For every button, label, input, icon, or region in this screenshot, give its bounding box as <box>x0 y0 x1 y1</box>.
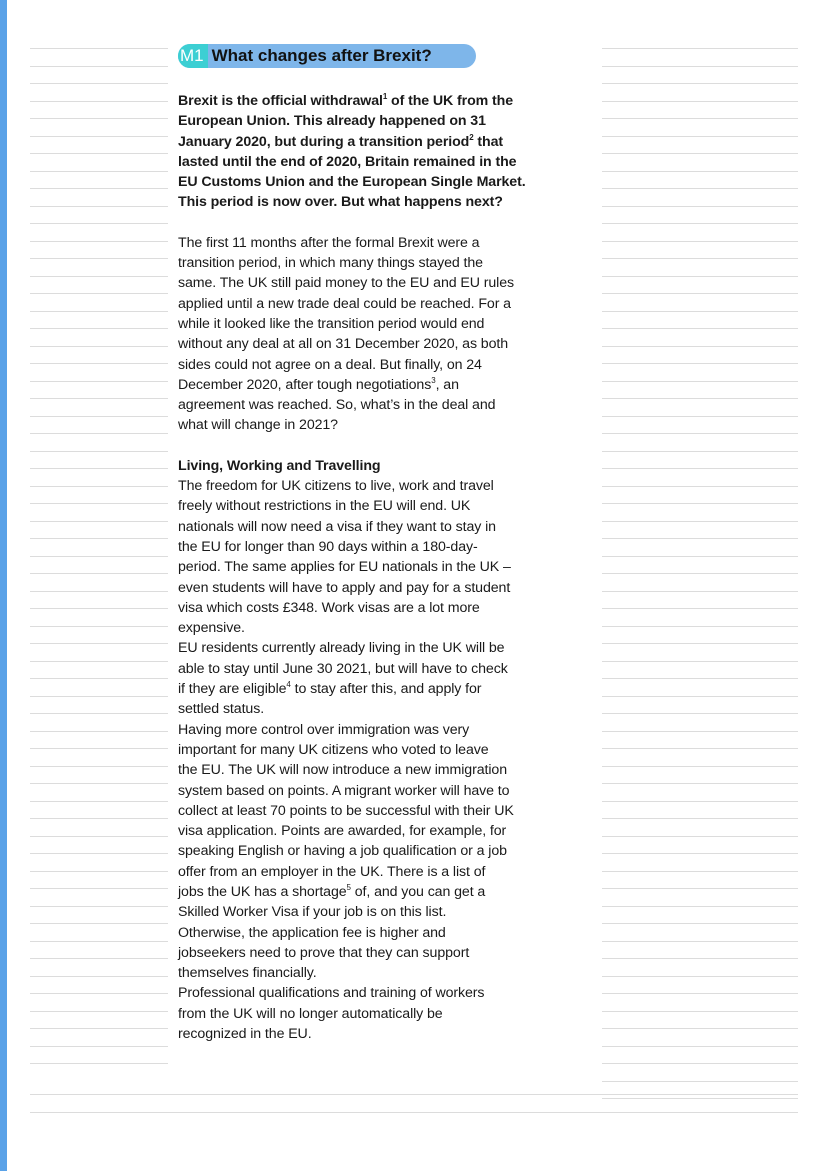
ruled-line <box>30 801 168 802</box>
text-line <box>178 902 550 922</box>
ruled-line <box>602 328 798 329</box>
ruled-line <box>602 556 798 557</box>
line-text: Professional qualifications and training of workers <box>178 985 485 1002</box>
ruled-line <box>30 976 168 977</box>
text-line <box>178 172 550 192</box>
line-text-continued: of the UK from the <box>387 93 513 109</box>
line-text: Having more control over immigration was very <box>178 721 470 738</box>
ruled-line <box>30 1112 798 1113</box>
ruled-line <box>30 573 168 574</box>
ruled-line <box>30 696 168 697</box>
ruled-line <box>602 766 798 767</box>
line-text-continued: to stay after this, and apply for <box>290 681 482 698</box>
ruled-line <box>602 153 798 154</box>
footnote-marker: 5 <box>346 882 351 892</box>
ruled-line <box>602 241 798 242</box>
ruled-line <box>30 276 168 277</box>
ruled-line <box>602 101 798 102</box>
text-line <box>178 91 550 111</box>
text-line <box>178 294 550 314</box>
text-line <box>178 923 550 943</box>
body-paragraph <box>178 233 550 436</box>
text-line <box>178 537 550 557</box>
ruled-line <box>602 591 798 592</box>
line-text: This period is now over. But what happens next? <box>178 194 503 211</box>
text-line <box>178 192 550 212</box>
ruled-line <box>30 556 168 557</box>
text-line <box>178 1004 550 1024</box>
text-line <box>178 598 550 618</box>
ruled-line <box>30 906 168 907</box>
text-line <box>178 557 550 577</box>
ruled-line <box>602 521 798 522</box>
ruled-line <box>30 1094 798 1095</box>
ruled-line <box>30 608 168 609</box>
ruled-line <box>30 591 168 592</box>
intro-paragraph <box>178 91 550 213</box>
ruled-line <box>602 276 798 277</box>
line-text: jobseekers need to prove that they can support <box>178 944 470 961</box>
line-text: The first 11 months after the formal Brexit were a <box>178 234 480 251</box>
ruled-line <box>30 1046 168 1047</box>
line-text: The freedom for UK citizens to live, work and travel <box>178 478 494 495</box>
article <box>178 44 550 1044</box>
ruled-line <box>30 346 168 347</box>
ruled-line <box>602 923 798 924</box>
ruled-line <box>602 573 798 574</box>
ruled-line <box>602 1046 798 1047</box>
ruled-line <box>30 258 168 259</box>
ruled-line <box>30 451 168 452</box>
line-text: same. The UK still paid money to the EU and EU rules <box>178 275 514 292</box>
ruled-line <box>602 1081 798 1082</box>
ruled-line <box>30 241 168 242</box>
ruled-line <box>602 801 798 802</box>
ruled-line <box>30 503 168 504</box>
ruled-line <box>30 416 168 417</box>
ruled-line <box>30 1011 168 1012</box>
ruled-line <box>602 678 798 679</box>
ruled-line <box>30 941 168 942</box>
text-line <box>178 152 550 172</box>
ruled-line <box>602 818 798 819</box>
ruled-line <box>602 48 798 49</box>
text-line <box>178 943 550 963</box>
text-line <box>178 638 550 658</box>
ruled-line <box>30 1028 168 1029</box>
ruled-line <box>30 293 168 294</box>
ruled-line <box>602 1098 798 1099</box>
ruled-line <box>602 503 798 504</box>
line-text: visa which costs £348. Work visas are a lot more <box>178 599 480 616</box>
ruled-line <box>602 258 798 259</box>
ruled-line <box>602 311 798 312</box>
line-text: offer from an employer in the UK. There is a list of <box>178 863 486 880</box>
line-text: collect at least 70 points to be successful with their UK <box>178 802 514 819</box>
line-text: January 2020, but during a transition period <box>178 133 470 150</box>
ruled-line <box>30 468 168 469</box>
ruled-line <box>30 993 168 994</box>
line-text: even students will have to apply and pay for a student <box>178 579 511 596</box>
line-text: applied until a new trade deal could be reached. For a <box>178 295 511 312</box>
ruled-line <box>602 1011 798 1012</box>
text-line <box>178 395 550 415</box>
ruled-line <box>602 486 798 487</box>
line-text: lasted until the end of 2020, Britain remained in the <box>178 153 517 170</box>
ruled-line <box>602 976 798 977</box>
ruled-line <box>602 626 798 627</box>
ruled-line <box>602 83 798 84</box>
text-line <box>178 983 550 1003</box>
ruled-line <box>602 293 798 294</box>
ruled-line <box>30 713 168 714</box>
line-text-continued: of, and you can get a <box>350 883 486 900</box>
line-text: transition period, in which many things stayed the <box>178 255 483 272</box>
text-line <box>178 760 550 780</box>
text-line <box>178 415 550 435</box>
line-text: what will change in 2021? <box>178 417 338 434</box>
line-text: EU Customs Union and the European Single Market. <box>178 174 526 191</box>
ruled-line <box>602 66 798 67</box>
ruled-line <box>30 888 168 889</box>
line-text: Skilled Worker Visa if your job is on this list. <box>178 904 447 921</box>
line-text: Otherwise, the application fee is higher and <box>178 924 446 941</box>
text-line <box>178 781 550 801</box>
ruled-line <box>30 521 168 522</box>
ruled-line <box>30 958 168 959</box>
ruled-line <box>602 346 798 347</box>
ruled-line <box>30 48 168 49</box>
ruled-line <box>602 206 798 207</box>
text-line <box>178 618 550 638</box>
text-line <box>178 355 550 375</box>
text-line <box>178 841 550 861</box>
text-line <box>178 699 550 719</box>
text-line <box>178 679 550 699</box>
ruled-line <box>602 1063 798 1064</box>
ruled-line <box>30 731 168 732</box>
ruled-line <box>30 206 168 207</box>
ruled-line <box>602 783 798 784</box>
text-line <box>178 273 550 293</box>
line-text-continued: that <box>473 133 504 150</box>
line-text: European Union. This already happened on 31 <box>178 113 486 130</box>
text-line <box>178 578 550 598</box>
ruled-line <box>602 643 798 644</box>
line-text: freely without restrictions in the EU will end. UK <box>178 498 471 515</box>
line-text: settled status. <box>178 701 265 718</box>
line-text: period. The same applies for EU nationals in the UK – <box>178 559 511 576</box>
footnote-marker: 3 <box>431 375 436 385</box>
line-text: nationals will now need a visa if they want to stay in <box>178 518 496 535</box>
footnote-marker: 2 <box>469 132 474 142</box>
ruled-line <box>30 783 168 784</box>
text-line <box>178 334 550 354</box>
ruled-line <box>602 836 798 837</box>
line-text: themselves financially. <box>178 965 317 982</box>
line-text: jobs the UK has a shortage <box>178 883 347 900</box>
text-line <box>178 111 550 131</box>
line-text: the EU. The UK will now introduce a new immigration <box>178 762 507 779</box>
ruled-line <box>30 101 168 102</box>
line-text: from the UK will no longer automatically be <box>178 1005 443 1022</box>
text-line <box>178 233 550 253</box>
line-text: while it looked like the transition period would end <box>178 315 485 332</box>
ruled-line <box>30 871 168 872</box>
ruled-line <box>30 136 168 137</box>
ruled-line <box>30 486 168 487</box>
ruled-line <box>30 153 168 154</box>
ruled-line <box>602 871 798 872</box>
text-line <box>178 963 550 983</box>
ruled-line <box>602 136 798 137</box>
line-text: sides could not agree on a deal. But finally, on 24 <box>178 356 482 373</box>
title-banner <box>178 44 476 68</box>
ruled-line <box>602 416 798 417</box>
line-text: Brexit is the official withdrawal <box>178 93 383 109</box>
ruled-line <box>30 381 168 382</box>
ruled-line <box>602 713 798 714</box>
ruled-line <box>602 381 798 382</box>
line-text: visa application. Points are awarded, for example, for <box>178 823 507 840</box>
line-text: EU residents currently already living in the UK will be <box>178 640 505 657</box>
ruled-line <box>30 118 168 119</box>
ruled-line <box>602 1028 798 1029</box>
ruled-line <box>30 626 168 627</box>
text-line <box>178 375 550 395</box>
ruled-line <box>30 748 168 749</box>
ruled-line <box>602 451 798 452</box>
text-line <box>178 821 550 841</box>
text-line <box>178 496 550 516</box>
line-text: system based on points. A migrant worker will have to <box>178 782 510 799</box>
footnote-marker: 4 <box>286 680 291 690</box>
ruled-line <box>602 941 798 942</box>
ruled-line <box>602 888 798 889</box>
line-text: able to stay until June 30 2021, but will have to check <box>178 660 508 677</box>
ruled-line <box>30 188 168 189</box>
ruled-line <box>602 171 798 172</box>
text-line <box>178 476 550 496</box>
ruled-line <box>602 748 798 749</box>
page-title: What changes after Brexit? <box>211 46 432 65</box>
ruled-line <box>602 608 798 609</box>
ruled-line <box>30 538 168 539</box>
ruled-line <box>602 188 798 189</box>
ruled-line <box>30 923 168 924</box>
line-text: agreement was reached. So, what’s in the deal and <box>178 397 496 414</box>
ruled-line <box>30 223 168 224</box>
ruled-line <box>30 1063 168 1064</box>
text-line <box>178 720 550 740</box>
section-body <box>178 476 550 1044</box>
ruled-line <box>602 118 798 119</box>
footnote-marker: 1 <box>382 92 388 101</box>
ruled-line <box>30 83 168 84</box>
line-text-continued: , an <box>435 376 459 393</box>
ruled-line <box>30 661 168 662</box>
ruled-line <box>602 433 798 434</box>
ruled-line <box>30 818 168 819</box>
line-text: if they are eligible <box>178 681 287 698</box>
ruled-line <box>30 433 168 434</box>
ruled-line <box>602 853 798 854</box>
ruled-line <box>602 958 798 959</box>
ruled-line <box>602 661 798 662</box>
ruled-line <box>602 993 798 994</box>
section-heading: Living, Working and Travelling <box>178 457 381 474</box>
line-text: expensive. <box>178 620 245 637</box>
ruled-line <box>30 766 168 767</box>
ruled-line <box>30 171 168 172</box>
ruled-line <box>30 328 168 329</box>
ruled-line <box>602 398 798 399</box>
ruled-line <box>30 398 168 399</box>
ruled-line <box>30 311 168 312</box>
ruled-line <box>602 731 798 732</box>
ruled-line <box>30 66 168 67</box>
text-line <box>178 740 550 760</box>
text-line <box>178 517 550 537</box>
text-line <box>178 1024 550 1044</box>
line-text: important for many UK citizens who voted to leave <box>178 741 489 758</box>
line-text: without any deal at all on 31 December 2020, as both <box>178 336 509 353</box>
text-line <box>178 862 550 882</box>
text-line <box>178 801 550 821</box>
ruled-line <box>30 853 168 854</box>
line-text: the EU for longer than 90 days within a 180-day- <box>178 538 478 555</box>
module-badge: M1 <box>178 44 208 68</box>
ruled-line <box>602 906 798 907</box>
ruled-line <box>602 363 798 364</box>
line-text: December 2020, after tough negotiations <box>178 376 432 393</box>
ruled-line <box>30 678 168 679</box>
ruled-line <box>30 363 168 364</box>
text-line <box>178 253 550 273</box>
text-line <box>178 132 550 152</box>
line-text: speaking English or having a job qualification or a job <box>178 843 507 860</box>
text-line <box>178 882 550 902</box>
ruled-line <box>602 538 798 539</box>
ruled-line <box>30 643 168 644</box>
line-text: recognized in the EU. <box>178 1026 312 1043</box>
ruled-line <box>602 468 798 469</box>
ruled-line <box>602 696 798 697</box>
text-line <box>178 314 550 334</box>
ruled-line <box>602 223 798 224</box>
text-line <box>178 659 550 679</box>
ruled-line <box>30 836 168 837</box>
